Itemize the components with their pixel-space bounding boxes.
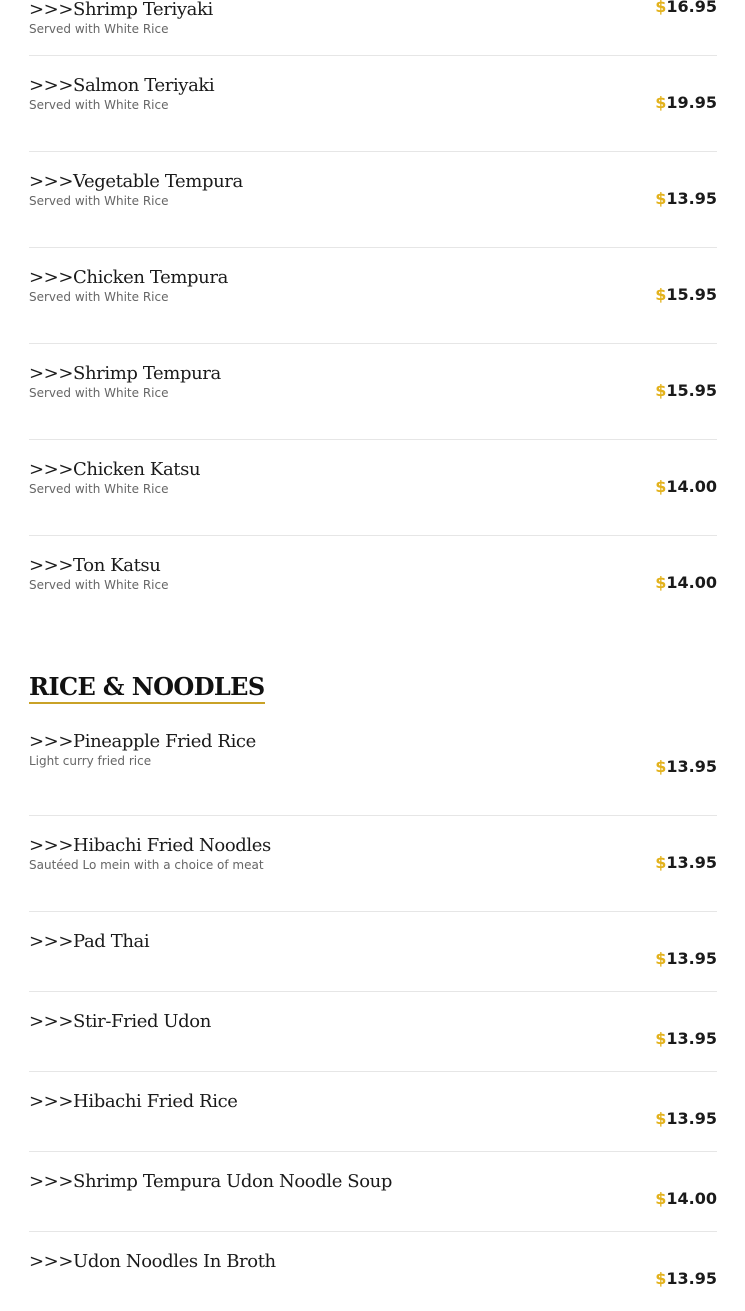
currency-symbol: $	[655, 381, 667, 400]
price-value: 13.95	[666, 853, 717, 872]
menu-item[interactable]	[29, 459, 717, 535]
item-price	[655, 1030, 717, 1048]
price-value: 14.00	[666, 477, 717, 496]
section-title: RICE & NOODLES	[29, 672, 265, 704]
price-value: 19.95	[666, 93, 717, 112]
currency-symbol: $	[655, 949, 667, 968]
item-price	[655, 1270, 717, 1288]
menu-item[interactable]	[29, 931, 717, 991]
menu-item[interactable]	[29, 363, 717, 439]
menu	[29, 0, 717, 1311]
menu-item[interactable]	[29, 0, 717, 55]
item-description: Served with White Rice	[29, 482, 169, 496]
item-price	[655, 94, 717, 112]
price-value: 15.95	[666, 285, 717, 304]
price-value: 13.95	[666, 1109, 717, 1128]
menu-item[interactable]	[29, 267, 717, 343]
price-value: 13.95	[666, 1269, 717, 1288]
divider	[29, 911, 717, 912]
menu-item[interactable]	[29, 1251, 717, 1311]
divider	[29, 535, 717, 536]
item-price	[655, 382, 717, 400]
menu-item[interactable]	[29, 1171, 717, 1231]
item-description: Served with White Rice	[29, 578, 169, 592]
price-value: 16.95	[666, 0, 717, 16]
item-price	[655, 950, 717, 968]
divider	[29, 815, 717, 816]
currency-symbol: $	[655, 1029, 667, 1048]
item-name: >>>Pad Thai	[29, 931, 150, 952]
item-description: Served with White Rice	[29, 386, 169, 400]
divider	[29, 1151, 717, 1152]
item-description: Served with White Rice	[29, 98, 169, 112]
currency-symbol: $	[655, 1109, 667, 1128]
item-price	[655, 854, 717, 872]
item-price	[655, 478, 717, 496]
item-name: >>>Stir-Fried Udon	[29, 1011, 211, 1032]
currency-symbol: $	[655, 1269, 667, 1288]
menu-item[interactable]	[29, 835, 717, 911]
section-rice-noodles	[29, 672, 717, 1311]
currency-symbol: $	[655, 285, 667, 304]
divider	[29, 1071, 717, 1072]
item-price	[655, 758, 717, 776]
item-name: >>>Udon Noodles In Broth	[29, 1251, 276, 1272]
item-name: >>>Salmon Teriyaki	[29, 75, 215, 96]
item-name: >>>Vegetable Tempura	[29, 171, 243, 192]
item-price	[655, 286, 717, 304]
currency-symbol: $	[655, 93, 667, 112]
item-name: >>>Pineapple Fried Rice	[29, 731, 256, 752]
price-value: 13.95	[666, 949, 717, 968]
menu-item[interactable]	[29, 75, 717, 151]
divider	[29, 343, 717, 344]
item-price	[655, 1110, 717, 1128]
item-description: Sautéed Lo mein with a choice of meat	[29, 858, 264, 872]
menu-item[interactable]	[29, 555, 717, 631]
item-name: >>>Ton Katsu	[29, 555, 161, 576]
item-description: Served with White Rice	[29, 194, 169, 208]
price-value: 13.95	[666, 757, 717, 776]
currency-symbol: $	[655, 189, 667, 208]
item-name: >>>Chicken Katsu	[29, 459, 201, 480]
divider	[29, 991, 717, 992]
item-price	[655, 1190, 717, 1208]
currency-symbol: $	[655, 757, 667, 776]
item-name: >>>Hibachi Fried Noodles	[29, 835, 271, 856]
item-description: Served with White Rice	[29, 22, 169, 36]
currency-symbol: $	[655, 573, 667, 592]
item-price	[655, 0, 717, 16]
price-value: 15.95	[666, 381, 717, 400]
divider	[29, 1231, 717, 1232]
item-name: >>>Chicken Tempura	[29, 267, 228, 288]
divider	[29, 439, 717, 440]
price-value: 13.95	[666, 189, 717, 208]
menu-item[interactable]	[29, 1091, 717, 1151]
item-price	[655, 190, 717, 208]
currency-symbol: $	[655, 1189, 667, 1208]
item-description: Served with White Rice	[29, 290, 169, 304]
item-name: >>>Shrimp Tempura	[29, 363, 221, 384]
currency-symbol: $	[655, 853, 667, 872]
price-value: 14.00	[666, 1189, 717, 1208]
item-price	[655, 574, 717, 592]
item-name: >>>Shrimp Tempura Udon Noodle Soup	[29, 1171, 392, 1192]
menu-item[interactable]	[29, 1011, 717, 1071]
menu-item[interactable]	[29, 731, 717, 815]
item-description: Light curry fried rice	[29, 754, 152, 768]
item-name: >>>Hibachi Fried Rice	[29, 1091, 238, 1112]
price-value: 13.95	[666, 1029, 717, 1048]
currency-symbol: $	[655, 0, 667, 16]
currency-symbol: $	[655, 477, 667, 496]
item-name: >>>Shrimp Teriyaki	[29, 0, 213, 20]
menu-item[interactable]	[29, 171, 717, 247]
price-value: 14.00	[666, 573, 717, 592]
divider	[29, 55, 717, 56]
divider	[29, 151, 717, 152]
divider	[29, 247, 717, 248]
